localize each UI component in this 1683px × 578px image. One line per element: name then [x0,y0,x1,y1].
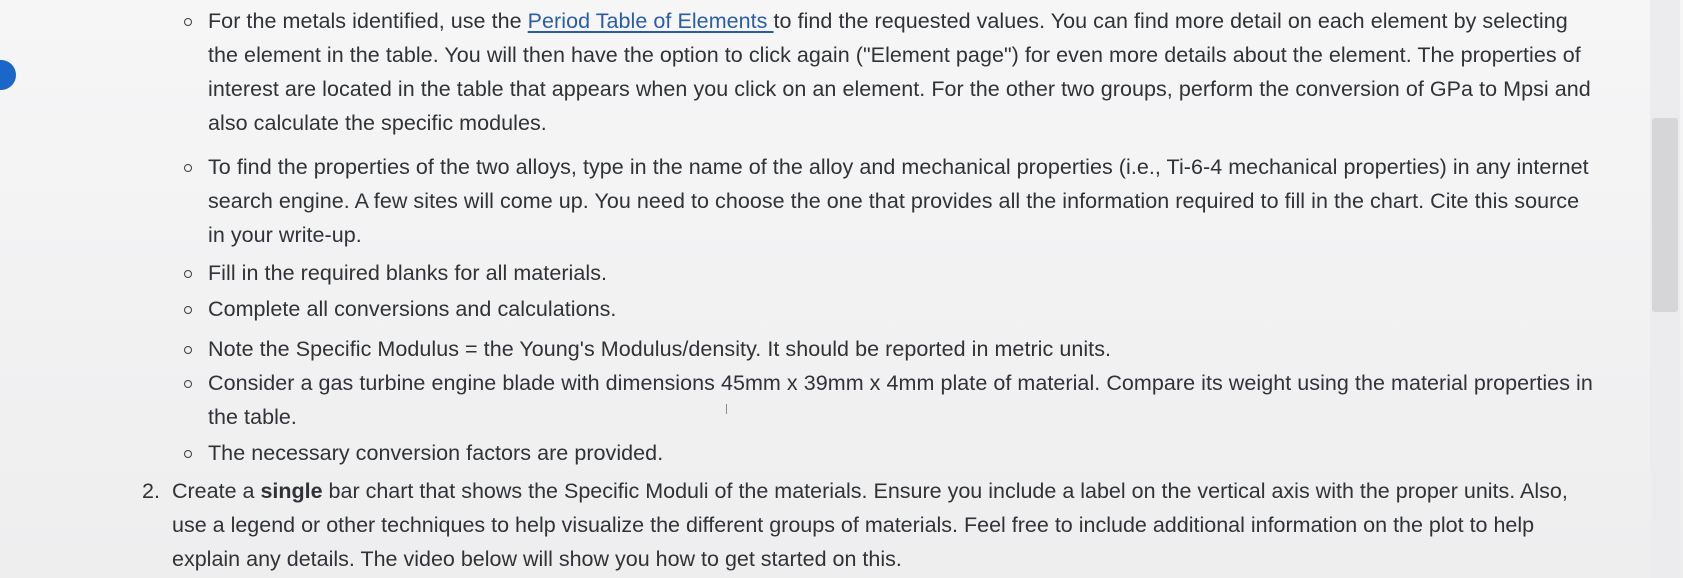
item-text: Create a [172,479,261,503]
list-item [208,436,1598,470]
list-item-text: Complete all conversions and calculations. [208,297,617,321]
list-item [208,332,1598,366]
hollow-bullet-icon [184,380,192,388]
hollow-bullet-icon [184,18,192,26]
list-item [208,292,1598,326]
list-item-text: Consider a gas turbine engine blade with dimensions 45mm x 39mm x 4mm plate of material. Compare its weight using the material properties in the table. [208,371,1593,429]
hollow-bullet-icon [184,346,192,354]
list-item-text: For the metals identified, use the [208,9,528,33]
item-text-bold: single [260,479,323,503]
list-item [208,256,1598,290]
item-number: 2. [142,479,160,503]
hollow-bullet-icon [184,306,192,314]
list-item [208,4,1598,140]
list-item [208,366,1598,434]
list-item-text: to find the requested values. You can find more detail on each element by selecting the element in the table. You will then have the option to click again ("Element page") for even more details about the element. The properties of interest are located in the table that appears when you click on an element. For the other two groups, perform the conversion of GPa to Mpsi and also calculate the specific modules. [208,9,1591,135]
list-item-text: Note the Specific Modulus = the Young's Modulus/density. It should be reported in metric units. [208,337,1112,361]
hollow-bullet-icon [184,270,192,278]
text-cursor-speck [726,404,727,414]
list-item-text: Fill in the required blanks for all materials. [208,261,608,285]
list-item-text: The necessary conversion factors are provided. [208,441,664,465]
list-item [208,150,1598,252]
hollow-bullet-icon [184,450,192,458]
period-table-link[interactable]: Period Table of Elements [527,9,774,33]
scrollbar-thumb[interactable] [1652,118,1678,312]
item-text: bar chart that shows the Specific Moduli of the materials. Ensure you include a label on the vertical axis with the proper units. Also, use a legend or other techniques to help visualize the different groups of materials. Feel free to include additional information on the plot to help explain any details. The video below will show you how to get started on this. [172,479,1568,571]
list-item-text: To find the properties of the two alloys, type in the name of the alloy and mechanical properties (i.e., Ti-6-4 mechanical properties) in any internet search engine. A few sites will come up. You need to choose the one that provides all the information required to fill in the chart. Cite this source in your write-up. [208,155,1589,247]
numbered-item-2 [142,474,1592,576]
hollow-bullet-icon [184,164,192,172]
